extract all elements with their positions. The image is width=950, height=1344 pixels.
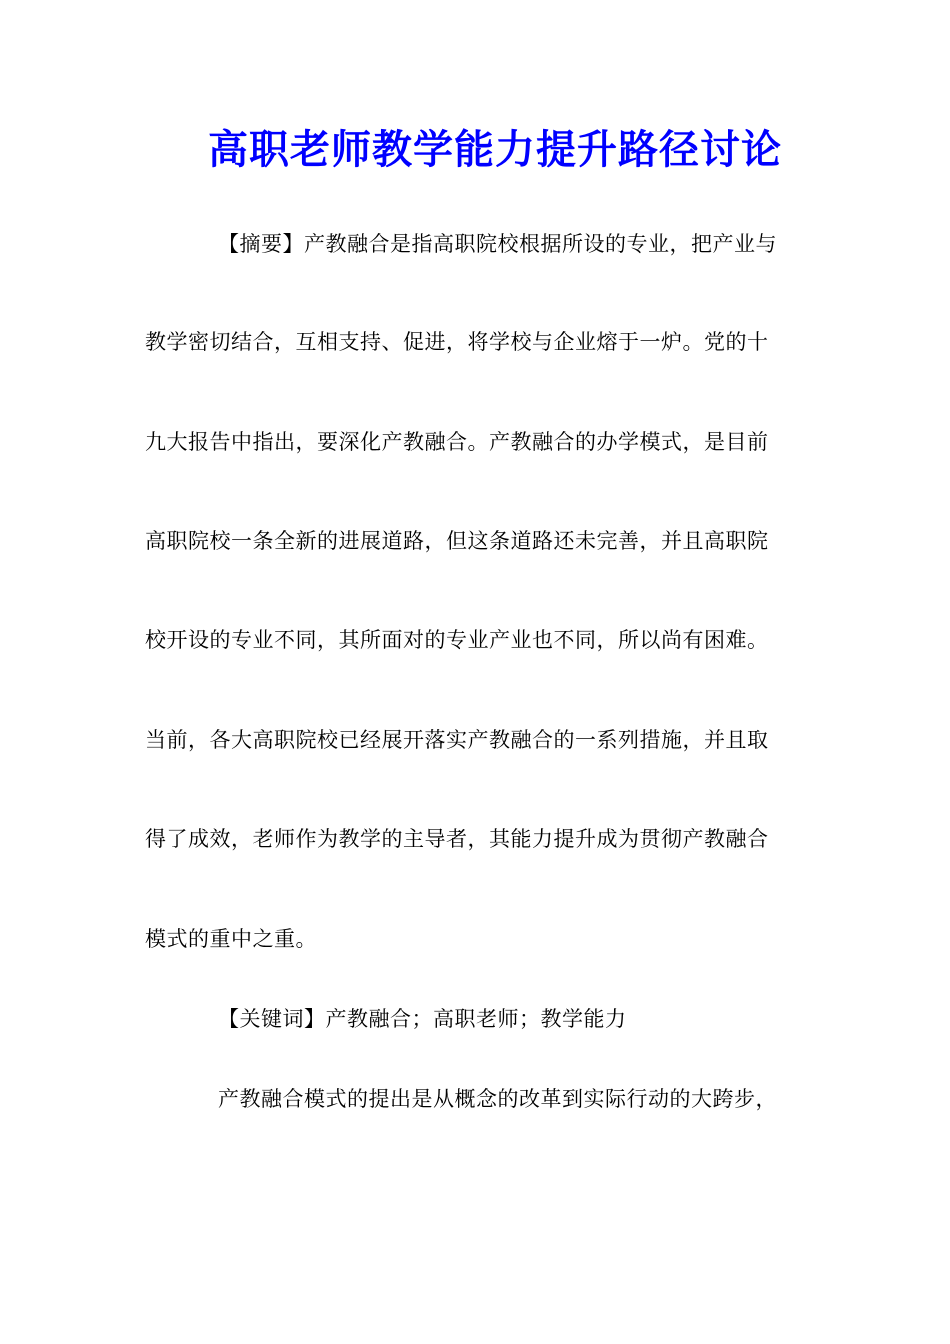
abstract-line-6: 当前，各大高职院校已经展开落实产教融合的一系列措施，并且取 bbox=[145, 728, 769, 752]
abstract-line-7: 得了成效，老师作为教学的主导者，其能力提升成为贯彻产教融合 bbox=[145, 827, 769, 851]
abstract-line-1: 【摘要】产教融合是指高职院校根据所设的专业，把产业与 bbox=[218, 232, 777, 256]
abstract-line-8: 模式的重中之重。 bbox=[145, 927, 317, 951]
abstract-line-4: 高职院校一条全新的进展道路，但这条道路还未完善，并且高职院 bbox=[145, 529, 769, 553]
body-paragraph-line-1: 产教融合模式的提出是从概念的改革到实际行动的大跨步， bbox=[218, 1087, 777, 1111]
document-title: 高职老师教学能力提升路径讨论 bbox=[208, 126, 782, 173]
abstract-line-2: 教学密切结合，互相支持、促进，将学校与企业熔于一炉。党的十 bbox=[145, 330, 769, 354]
abstract-line-3: 九大报告中指出，要深化产教融合。产教融合的办学模式，是目前 bbox=[145, 430, 769, 454]
abstract-line-5: 校开设的专业不同，其所面对的专业产业也不同，所以尚有困难。 bbox=[145, 628, 769, 652]
keywords-line: 【关键词】产教融合；高职老师；教学能力 bbox=[218, 1007, 627, 1031]
